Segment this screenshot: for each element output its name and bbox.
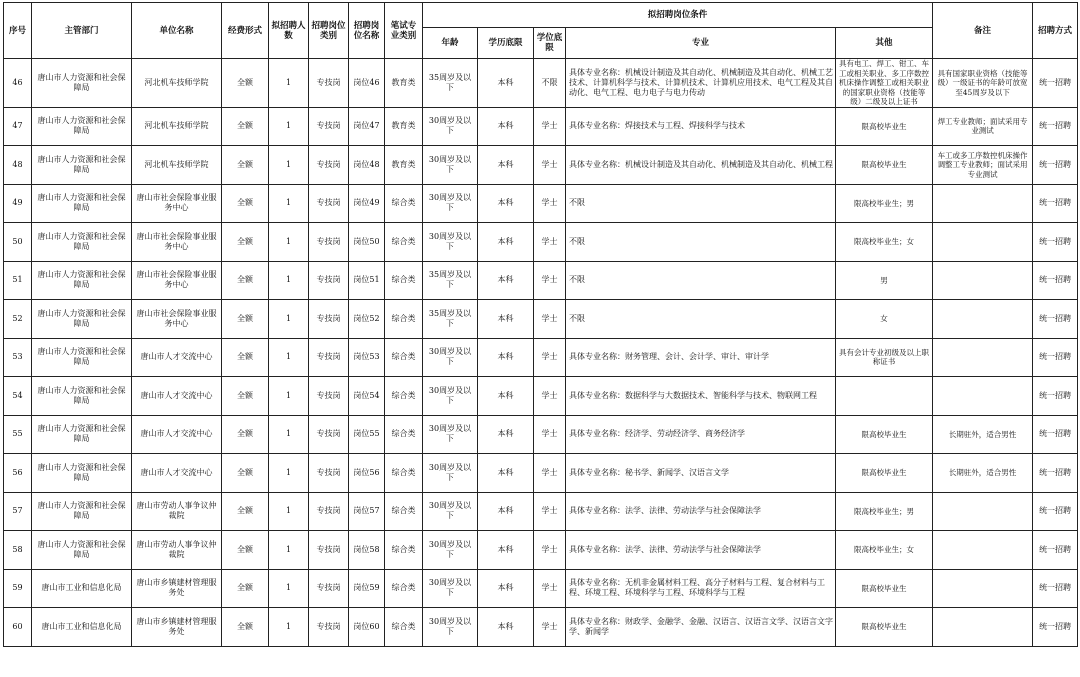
- table-row: [4, 492, 1078, 531]
- header-conditions: 拟招聘岗位条件: [423, 3, 933, 28]
- cell-post-name: 岗位54: [349, 377, 385, 416]
- cell-num: 1: [269, 184, 309, 223]
- table-row: [4, 338, 1078, 377]
- cell-seq: 59: [4, 569, 32, 608]
- cell-num: 1: [269, 492, 309, 531]
- recruitment-table: [3, 2, 1078, 647]
- cell-method: 统一招聘: [1033, 223, 1078, 262]
- cell-fund: 全额: [222, 300, 269, 339]
- cell-dept: 唐山市人力资源和社会保障局: [32, 377, 132, 416]
- cell-other: 限高校毕业生: [836, 608, 933, 647]
- cell-age: 30周岁及以下: [423, 146, 478, 185]
- cell-seq: 47: [4, 107, 32, 146]
- cell-num: 1: [269, 608, 309, 647]
- cell-post-name: 岗位60: [349, 608, 385, 647]
- cell-degree: 不限: [534, 59, 566, 108]
- cell-major: 具体专业名称：焊接技术与工程、焊接科学与技术: [566, 107, 836, 146]
- cell-post-type: 专技岗: [309, 300, 349, 339]
- header-age: 年龄: [423, 28, 478, 59]
- cell-seq: 48: [4, 146, 32, 185]
- cell-edu: 本科: [478, 184, 534, 223]
- cell-age: 30周岁及以下: [423, 377, 478, 416]
- cell-age: 30周岁及以下: [423, 184, 478, 223]
- header-other: 其他: [836, 28, 933, 59]
- cell-fund: 全额: [222, 184, 269, 223]
- header-post-type: 招聘岗位类别: [309, 3, 349, 59]
- cell-degree: 学士: [534, 338, 566, 377]
- header-edu: 学历底限: [478, 28, 534, 59]
- cell-post-name: 岗位50: [349, 223, 385, 262]
- cell-num: 1: [269, 107, 309, 146]
- cell-other: 限高校毕业生: [836, 415, 933, 454]
- cell-num: 1: [269, 300, 309, 339]
- cell-seq: 46: [4, 59, 32, 108]
- cell-age: 35周岁及以下: [423, 261, 478, 300]
- cell-age: 30周岁及以下: [423, 107, 478, 146]
- cell-other: 限高校毕业生: [836, 569, 933, 608]
- cell-degree: 学士: [534, 261, 566, 300]
- cell-exam: 综合类: [385, 223, 423, 262]
- cell-edu: 本科: [478, 59, 534, 108]
- cell-major: 不限: [566, 223, 836, 262]
- cell-post-type: 专技岗: [309, 107, 349, 146]
- cell-seq: 54: [4, 377, 32, 416]
- cell-method: 统一招聘: [1033, 415, 1078, 454]
- cell-method: 统一招聘: [1033, 569, 1078, 608]
- cell-method: 统一招聘: [1033, 454, 1078, 493]
- cell-note: [933, 184, 1033, 223]
- cell-other: 女: [836, 300, 933, 339]
- cell-exam: 综合类: [385, 608, 423, 647]
- cell-degree: 学士: [534, 107, 566, 146]
- cell-exam: 综合类: [385, 377, 423, 416]
- cell-fund: 全额: [222, 59, 269, 108]
- cell-edu: 本科: [478, 608, 534, 647]
- cell-exam: 综合类: [385, 415, 423, 454]
- cell-post-name: 岗位55: [349, 415, 385, 454]
- cell-post-type: 专技岗: [309, 531, 349, 570]
- cell-post-type: 专技岗: [309, 184, 349, 223]
- cell-dept: 唐山市人力资源和社会保障局: [32, 59, 132, 108]
- cell-post-type: 专技岗: [309, 223, 349, 262]
- cell-num: 1: [269, 59, 309, 108]
- cell-unit: 河北机车技师学院: [132, 107, 222, 146]
- cell-unit: 唐山市人才交流中心: [132, 377, 222, 416]
- cell-note: [933, 377, 1033, 416]
- cell-num: 1: [269, 415, 309, 454]
- table-row: [4, 569, 1078, 608]
- header-note: 备注: [933, 3, 1033, 59]
- cell-other: 限高校毕业生；男: [836, 184, 933, 223]
- cell-other: 具有电工、焊工、钳工、车工或相关职业、多工序数控机床操作调整工或相关职业的国家职业资格（技能等级）二级及以上证书: [836, 59, 933, 108]
- table-row: [4, 107, 1078, 146]
- cell-age: 30周岁及以下: [423, 415, 478, 454]
- cell-seq: 50: [4, 223, 32, 262]
- cell-post-name: 岗位52: [349, 300, 385, 339]
- cell-post-type: 专技岗: [309, 59, 349, 108]
- cell-unit: 唐山市乡镇建材管理服务处: [132, 608, 222, 647]
- cell-major: 不限: [566, 261, 836, 300]
- cell-method: 统一招聘: [1033, 492, 1078, 531]
- cell-post-type: 专技岗: [309, 261, 349, 300]
- cell-method: 统一招聘: [1033, 300, 1078, 339]
- cell-note: [933, 338, 1033, 377]
- cell-unit: 唐山市社会保险事业服务中心: [132, 300, 222, 339]
- cell-fund: 全额: [222, 492, 269, 531]
- cell-edu: 本科: [478, 492, 534, 531]
- cell-seq: 49: [4, 184, 32, 223]
- cell-post-type: 专技岗: [309, 146, 349, 185]
- cell-note: [933, 261, 1033, 300]
- cell-dept: 唐山市人力资源和社会保障局: [32, 338, 132, 377]
- cell-num: 1: [269, 338, 309, 377]
- cell-post-type: 专技岗: [309, 569, 349, 608]
- cell-degree: 学士: [534, 415, 566, 454]
- cell-unit: 唐山市社会保险事业服务中心: [132, 261, 222, 300]
- cell-dept: 唐山市人力资源和社会保障局: [32, 531, 132, 570]
- cell-age: 30周岁及以下: [423, 608, 478, 647]
- cell-method: 统一招聘: [1033, 261, 1078, 300]
- cell-fund: 全额: [222, 415, 269, 454]
- cell-num: 1: [269, 261, 309, 300]
- cell-edu: 本科: [478, 338, 534, 377]
- table-row: [4, 377, 1078, 416]
- cell-degree: 学士: [534, 377, 566, 416]
- cell-dept: 唐山市工业和信息化局: [32, 608, 132, 647]
- cell-dept: 唐山市人力资源和社会保障局: [32, 454, 132, 493]
- cell-method: 统一招聘: [1033, 377, 1078, 416]
- cell-major: 具体专业名称：财务管理、会计、会计学、审计、审计学: [566, 338, 836, 377]
- cell-dept: 唐山市人力资源和社会保障局: [32, 146, 132, 185]
- cell-edu: 本科: [478, 261, 534, 300]
- cell-method: 统一招聘: [1033, 146, 1078, 185]
- cell-post-name: 岗位58: [349, 531, 385, 570]
- cell-note: 车工或多工序数控机床操作调整工专业教师；面试采用专业测试: [933, 146, 1033, 185]
- cell-fund: 全额: [222, 454, 269, 493]
- header-post-name: 招聘岗位名称: [349, 3, 385, 59]
- cell-exam: 综合类: [385, 492, 423, 531]
- cell-dept: 唐山市人力资源和社会保障局: [32, 261, 132, 300]
- cell-other: 限高校毕业生: [836, 107, 933, 146]
- cell-edu: 本科: [478, 377, 534, 416]
- cell-post-type: 专技岗: [309, 492, 349, 531]
- cell-fund: 全额: [222, 338, 269, 377]
- table-row: [4, 146, 1078, 185]
- table-row: [4, 454, 1078, 493]
- cell-note: 长期驻外，适合男性: [933, 415, 1033, 454]
- cell-fund: 全额: [222, 531, 269, 570]
- cell-other: 限高校毕业生；男: [836, 492, 933, 531]
- cell-age: 35周岁及以下: [423, 59, 478, 108]
- cell-unit: 唐山市社会保险事业服务中心: [132, 223, 222, 262]
- cell-num: 1: [269, 377, 309, 416]
- cell-fund: 全额: [222, 569, 269, 608]
- cell-degree: 学士: [534, 569, 566, 608]
- cell-seq: 52: [4, 300, 32, 339]
- header-degree: 学位底限: [534, 28, 566, 59]
- cell-other: 限高校毕业生；女: [836, 223, 933, 262]
- cell-unit: 河北机车技师学院: [132, 146, 222, 185]
- cell-major: 具体专业名称：财政学、金融学、金融、汉语言、汉语言文学、汉语言文字学、新闻学: [566, 608, 836, 647]
- cell-exam: 综合类: [385, 531, 423, 570]
- table-row: [4, 223, 1078, 262]
- header-exam: 笔试专业类别: [385, 3, 423, 59]
- cell-unit: 河北机车技师学院: [132, 59, 222, 108]
- cell-post-name: 岗位49: [349, 184, 385, 223]
- cell-unit: 唐山市人才交流中心: [132, 454, 222, 493]
- cell-unit: 唐山市社会保险事业服务中心: [132, 184, 222, 223]
- cell-edu: 本科: [478, 454, 534, 493]
- cell-seq: 56: [4, 454, 32, 493]
- cell-seq: 51: [4, 261, 32, 300]
- header-fund: 经费形式: [222, 3, 269, 59]
- cell-age: 30周岁及以下: [423, 223, 478, 262]
- cell-note: [933, 300, 1033, 339]
- cell-method: 统一招聘: [1033, 184, 1078, 223]
- cell-post-type: 专技岗: [309, 454, 349, 493]
- cell-exam: 教育类: [385, 146, 423, 185]
- cell-exam: 教育类: [385, 59, 423, 108]
- table-row: [4, 608, 1078, 647]
- cell-other: [836, 377, 933, 416]
- cell-unit: 唐山市人才交流中心: [132, 415, 222, 454]
- cell-post-name: 岗位47: [349, 107, 385, 146]
- cell-num: 1: [269, 454, 309, 493]
- cell-num: 1: [269, 146, 309, 185]
- cell-note: [933, 569, 1033, 608]
- table-row: [4, 415, 1078, 454]
- cell-post-type: 专技岗: [309, 377, 349, 416]
- cell-exam: 综合类: [385, 184, 423, 223]
- cell-degree: 学士: [534, 146, 566, 185]
- cell-dept: 唐山市人力资源和社会保障局: [32, 107, 132, 146]
- cell-unit: 唐山市人才交流中心: [132, 338, 222, 377]
- cell-fund: 全额: [222, 146, 269, 185]
- cell-post-type: 专技岗: [309, 338, 349, 377]
- cell-num: 1: [269, 531, 309, 570]
- cell-exam: 综合类: [385, 454, 423, 493]
- cell-note: [933, 223, 1033, 262]
- header-seq: 序号: [4, 3, 32, 59]
- cell-post-type: 专技岗: [309, 415, 349, 454]
- cell-note: [933, 608, 1033, 647]
- cell-other: 限高校毕业生: [836, 146, 933, 185]
- header-major: 专业: [566, 28, 836, 59]
- cell-age: 30周岁及以下: [423, 492, 478, 531]
- cell-fund: 全额: [222, 223, 269, 262]
- cell-post-name: 岗位59: [349, 569, 385, 608]
- cell-post-name: 岗位46: [349, 59, 385, 108]
- cell-note: 具有国家职业资格（技能等级）一级证书的年龄可放宽至45周岁及以下: [933, 59, 1033, 108]
- cell-degree: 学士: [534, 531, 566, 570]
- cell-major: 具体专业名称：法学、法律、劳动法学与社会保障法学: [566, 531, 836, 570]
- cell-num: 1: [269, 569, 309, 608]
- header-dept: 主管部门: [32, 3, 132, 59]
- cell-unit: 唐山市劳动人事争议仲裁院: [132, 531, 222, 570]
- cell-method: 统一招聘: [1033, 608, 1078, 647]
- cell-major: 具体专业名称：秘书学、新闻学、汉语言文学: [566, 454, 836, 493]
- cell-exam: 综合类: [385, 338, 423, 377]
- cell-edu: 本科: [478, 415, 534, 454]
- cell-note: [933, 492, 1033, 531]
- cell-major: 不限: [566, 300, 836, 339]
- header-row-1: [4, 3, 1078, 28]
- cell-fund: 全额: [222, 377, 269, 416]
- cell-method: 统一招聘: [1033, 531, 1078, 570]
- cell-degree: 学士: [534, 184, 566, 223]
- cell-num: 1: [269, 223, 309, 262]
- cell-post-name: 岗位48: [349, 146, 385, 185]
- cell-major: 不限: [566, 184, 836, 223]
- cell-edu: 本科: [478, 146, 534, 185]
- cell-unit: 唐山市乡镇建材管理服务处: [132, 569, 222, 608]
- table-row: [4, 531, 1078, 570]
- cell-major: 具体专业名称：无机非金属材料工程、高分子材料与工程、复合材料与工程、环境工程、环境科学与工程、环境科学与工程: [566, 569, 836, 608]
- cell-method: 统一招聘: [1033, 59, 1078, 108]
- cell-major: 具体专业名称：机械设计制造及其自动化、机械制造及其自动化、机械工艺技术、计算机科学与技术、计算机技术、计算机应用技术、电气工程及其自动化、电气工程、电力电子与电力传动: [566, 59, 836, 108]
- cell-unit: 唐山市劳动人事争议仲裁院: [132, 492, 222, 531]
- cell-other: 男: [836, 261, 933, 300]
- cell-other: 限高校毕业生: [836, 454, 933, 493]
- cell-dept: 唐山市人力资源和社会保障局: [32, 184, 132, 223]
- cell-edu: 本科: [478, 569, 534, 608]
- cell-dept: 唐山市人力资源和社会保障局: [32, 492, 132, 531]
- cell-post-name: 岗位53: [349, 338, 385, 377]
- cell-seq: 53: [4, 338, 32, 377]
- cell-age: 30周岁及以下: [423, 338, 478, 377]
- cell-post-name: 岗位57: [349, 492, 385, 531]
- cell-major: 具体专业名称：机械设计制造及其自动化、机械制造及其自动化、机械工程: [566, 146, 836, 185]
- cell-degree: 学士: [534, 492, 566, 531]
- table-row: [4, 261, 1078, 300]
- cell-note: 长期驻外，适合男性: [933, 454, 1033, 493]
- cell-dept: 唐山市人力资源和社会保障局: [32, 415, 132, 454]
- cell-degree: 学士: [534, 454, 566, 493]
- cell-note: 焊工专业教师；面试采用专业测试: [933, 107, 1033, 146]
- cell-degree: 学士: [534, 300, 566, 339]
- cell-seq: 60: [4, 608, 32, 647]
- cell-fund: 全额: [222, 261, 269, 300]
- cell-exam: 综合类: [385, 261, 423, 300]
- cell-major: 具体专业名称：法学、法律、劳动法学与社会保障法学: [566, 492, 836, 531]
- cell-dept: 唐山市人力资源和社会保障局: [32, 223, 132, 262]
- cell-post-name: 岗位51: [349, 261, 385, 300]
- cell-method: 统一招聘: [1033, 338, 1078, 377]
- cell-seq: 58: [4, 531, 32, 570]
- table-row: [4, 59, 1078, 108]
- cell-other: 限高校毕业生；女: [836, 531, 933, 570]
- cell-post-type: 专技岗: [309, 608, 349, 647]
- header-method: 招聘方式: [1033, 3, 1078, 59]
- cell-exam: 综合类: [385, 300, 423, 339]
- cell-major: 具体专业名称：经济学、劳动经济学、商务经济学: [566, 415, 836, 454]
- table-row: [4, 300, 1078, 339]
- cell-post-name: 岗位56: [349, 454, 385, 493]
- cell-seq: 55: [4, 415, 32, 454]
- cell-note: [933, 531, 1033, 570]
- header-num: 拟招聘人数: [269, 3, 309, 59]
- cell-degree: 学士: [534, 608, 566, 647]
- cell-exam: 教育类: [385, 107, 423, 146]
- cell-edu: 本科: [478, 107, 534, 146]
- cell-exam: 综合类: [385, 569, 423, 608]
- cell-edu: 本科: [478, 223, 534, 262]
- cell-method: 统一招聘: [1033, 107, 1078, 146]
- cell-major: 具体专业名称：数据科学与大数据技术、智能科学与技术、物联网工程: [566, 377, 836, 416]
- cell-age: 30周岁及以下: [423, 569, 478, 608]
- table-body: [4, 59, 1078, 647]
- cell-degree: 学士: [534, 223, 566, 262]
- header-unit: 单位名称: [132, 3, 222, 59]
- cell-age: 35周岁及以下: [423, 300, 478, 339]
- cell-age: 30周岁及以下: [423, 531, 478, 570]
- cell-other: 具有会计专业初级及以上职称证书: [836, 338, 933, 377]
- cell-edu: 本科: [478, 300, 534, 339]
- table-row: [4, 184, 1078, 223]
- cell-dept: 唐山市人力资源和社会保障局: [32, 300, 132, 339]
- cell-fund: 全额: [222, 608, 269, 647]
- cell-edu: 本科: [478, 531, 534, 570]
- cell-age: 30周岁及以下: [423, 454, 478, 493]
- cell-fund: 全额: [222, 107, 269, 146]
- cell-seq: 57: [4, 492, 32, 531]
- cell-dept: 唐山市工业和信息化局: [32, 569, 132, 608]
